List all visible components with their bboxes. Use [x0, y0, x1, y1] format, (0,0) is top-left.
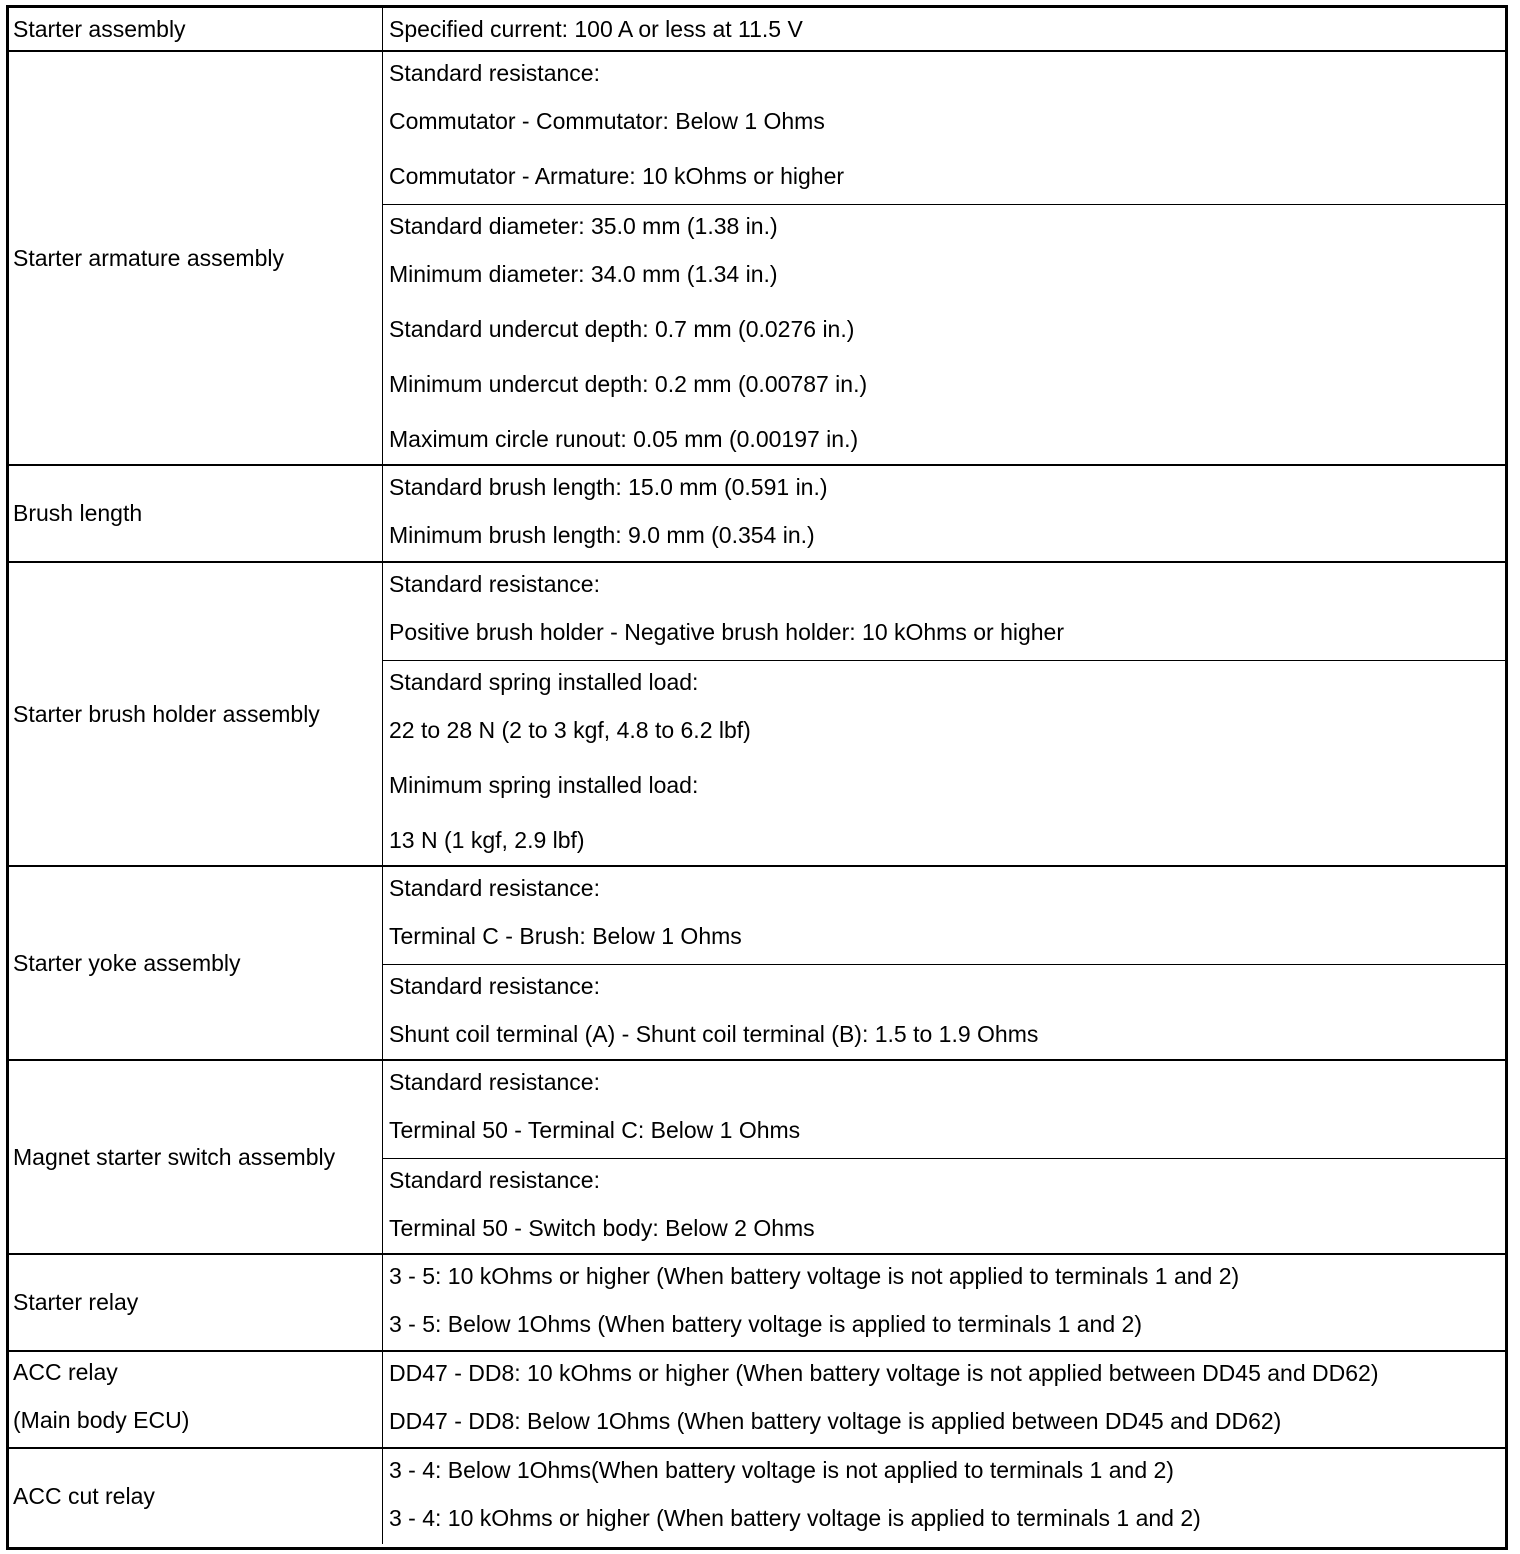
table-row [9, 464, 1505, 561]
spec-value: 22 to 28 N (2 to 3 kgf, 4.8 to 6.2 lbf) [389, 717, 751, 743]
component-label [9, 52, 382, 464]
spec-value: 3 - 4: 10 kOhms or higher (When battery voltage is applied to terminals 1 and 2) [389, 1505, 1201, 1531]
value-cell [383, 1158, 1505, 1255]
column-divider [382, 1255, 383, 1350]
spec-value: Standard spring installed load: [389, 668, 699, 695]
component-name: Starter assembly [13, 15, 186, 42]
spec-value: Terminal C - Brush: Below 1 Ohms [389, 923, 742, 949]
spec-value: Minimum spring installed load: [389, 772, 699, 798]
value-cell [383, 964, 1505, 1061]
spec-value: Terminal 50 - Switch body: Below 2 Ohms [389, 1215, 815, 1241]
component-label [9, 867, 382, 1059]
table-row [9, 8, 1505, 50]
component-label [9, 466, 382, 561]
column-divider [382, 466, 383, 561]
spec-value: Specified current: 100 A or less at 11.5 V [389, 15, 803, 42]
value-cell [383, 52, 1505, 204]
table-row [9, 50, 1505, 464]
value-cell [383, 1449, 1505, 1546]
spec-table [6, 5, 1508, 1550]
spec-value: DD47 - DD8: 10 kOhms or higher (When battery voltage is not applied between DD45 and DD62) [389, 1359, 1379, 1386]
spec-value: Minimum undercut depth: 0.2 mm (0.00787 in.) [389, 371, 868, 397]
spec-value: Standard undercut depth: 0.7 mm (0.0276 in.) [389, 316, 855, 342]
spec-value: 3 - 5: 10 kOhms or higher (When battery voltage is not applied to terminals 1 and 2) [389, 1262, 1240, 1289]
component-label [9, 1449, 382, 1544]
component-name: Starter armature assembly [13, 244, 284, 271]
table-row [9, 1253, 1505, 1350]
spec-value: Standard resistance: [389, 874, 600, 901]
component-name: (Main body ECU) [13, 1406, 190, 1433]
spec-value: 13 N (1 kgf, 2.9 lbf) [389, 827, 585, 853]
component-name: Magnet starter switch assembly [13, 1143, 336, 1170]
column-divider [382, 8, 383, 50]
value-cell [383, 1352, 1505, 1449]
spec-value: DD47 - DD8: Below 1Ohms (When battery voltage is applied between DD45 and DD62) [389, 1408, 1282, 1434]
spec-value: 3 - 4: Below 1Ohms(When battery voltage is not applied to terminals 1 and 2) [389, 1456, 1174, 1483]
value-cell [383, 466, 1505, 563]
spec-value: Shunt coil terminal (A) - Shunt coil terminal (B): 1.5 to 1.9 Ohms [389, 1021, 1039, 1047]
value-cell [383, 867, 1505, 964]
component-name: ACC relay [13, 1359, 118, 1386]
column-divider [382, 867, 383, 1059]
value-cell [383, 563, 1505, 660]
spec-value: Positive brush holder - Negative brush holder: 10 kOhms or higher [389, 619, 1065, 645]
table-row [9, 1350, 1505, 1447]
table-row [9, 865, 1505, 1059]
spec-value: Standard brush length: 15.0 mm (0.591 in.) [389, 473, 828, 500]
spec-value: Standard resistance: [389, 59, 600, 86]
value-cell [383, 1061, 1505, 1158]
component-label [9, 1352, 382, 1447]
component-name: Brush length [13, 500, 143, 526]
spec-value: Standard resistance: [389, 1068, 600, 1095]
value-cell [383, 204, 1505, 466]
value-cell [383, 660, 1505, 867]
component-label [9, 8, 382, 50]
component-label [9, 563, 382, 865]
spec-value: Minimum brush length: 9.0 mm (0.354 in.) [389, 522, 815, 548]
spec-value: Standard diameter: 35.0 mm (1.38 in.) [389, 212, 778, 239]
value-cell [383, 8, 1505, 50]
table-row [9, 1447, 1505, 1544]
spec-value: Commutator - Commutator: Below 1 Ohms [389, 108, 825, 134]
component-name: Starter brush holder assembly [13, 700, 320, 727]
spec-value: Standard resistance: [389, 570, 600, 597]
column-divider [382, 1352, 383, 1447]
spec-value: Standard resistance: [389, 972, 600, 999]
spec-value: Maximum circle runout: 0.05 mm (0.00197 in.) [389, 426, 859, 452]
component-name: Starter yoke assembly [13, 949, 241, 976]
column-divider [382, 52, 383, 464]
component-label [9, 1061, 382, 1253]
column-divider [382, 1061, 383, 1253]
component-label [9, 1255, 382, 1350]
column-divider [382, 1449, 383, 1544]
column-divider [382, 563, 383, 865]
component-name: ACC cut relay [13, 1483, 155, 1509]
spec-value: Minimum diameter: 34.0 mm (1.34 in.) [389, 261, 778, 287]
spec-value: Terminal 50 - Terminal C: Below 1 Ohms [389, 1117, 801, 1143]
table-row [9, 1059, 1505, 1253]
value-cell [383, 1255, 1505, 1352]
spec-value: Commutator - Armature: 10 kOhms or higher [389, 163, 845, 189]
spec-value: Standard resistance: [389, 1166, 600, 1193]
table-row [9, 561, 1505, 865]
spec-value: 3 - 5: Below 1Ohms (When battery voltage is applied to terminals 1 and 2) [389, 1311, 1142, 1337]
component-name: Starter relay [13, 1289, 139, 1315]
